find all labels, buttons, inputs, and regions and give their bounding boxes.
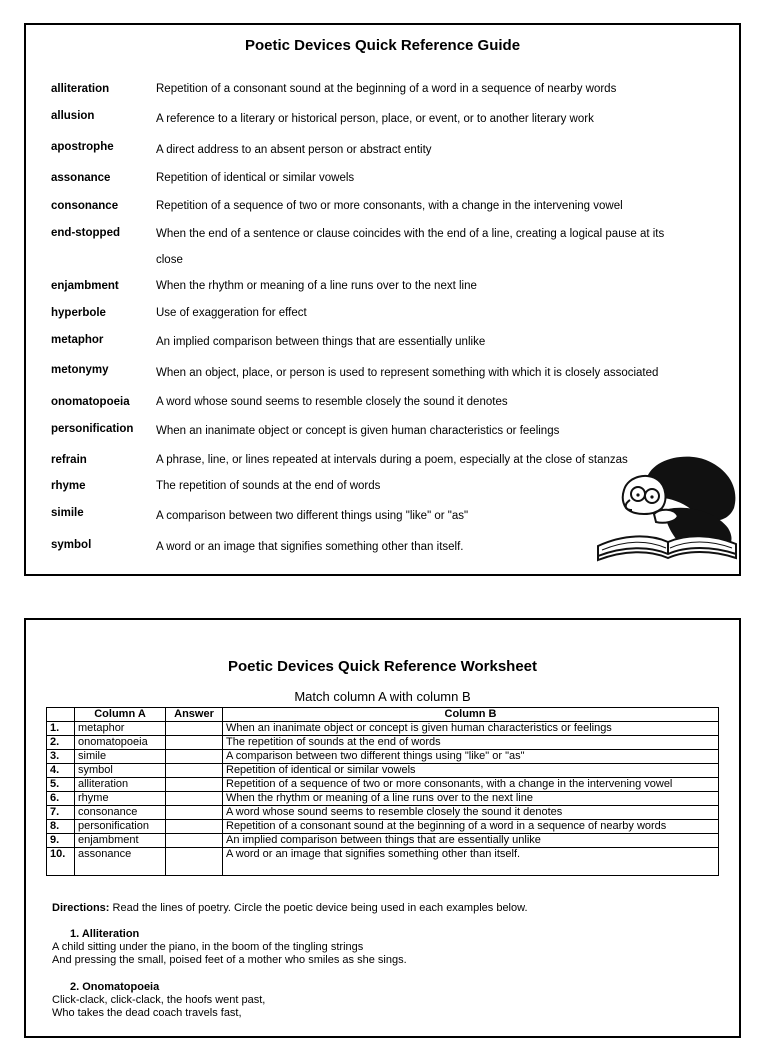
answer-cell[interactable] (166, 764, 223, 778)
term-name: alliteration (51, 83, 110, 95)
worksheet-box (24, 618, 741, 1038)
term-definition: Repetition of a consonant sound at the beginning of a word in a sequence of nearby words (156, 83, 617, 95)
answer-cell[interactable] (166, 722, 223, 736)
column-b-definition: Repetition of a sequence of two or more consonants, with a change in the intervening vowel (223, 778, 719, 792)
column-a-term: consonance (75, 806, 166, 820)
row-number: 3. (47, 750, 75, 764)
table-row (47, 750, 719, 764)
answer-cell[interactable] (166, 792, 223, 806)
term-definition: A word whose sound seems to resemble closely the sound it denotes (156, 396, 508, 408)
worksheet-title: Poetic Devices Quick Reference Worksheet (227, 658, 538, 675)
column-a-term: metaphor (75, 722, 166, 736)
table-header-num (47, 708, 75, 722)
term-name: end-stopped (51, 227, 120, 239)
poem-line: Click-clack, click-clack, the hoofs went past, (52, 994, 266, 1006)
column-a-term: symbol (75, 764, 166, 778)
column-b-definition: When the rhythm or meaning of a line runs over to the next line (223, 792, 719, 806)
table-header-answer: Answer (166, 708, 223, 722)
term-name: rhyme (51, 480, 86, 492)
column-b-definition: An implied comparison between things that are essentially unlike (223, 834, 719, 848)
row-number: 10. (47, 848, 75, 876)
column-b-definition: Repetition of a consonant sound at the beginning of a word in a sequence of nearby words (223, 820, 719, 834)
poem-line: A child sitting under the piano, in the boom of the tingling strings (52, 941, 364, 953)
term-definition: Repetition of identical or similar vowels (156, 172, 355, 184)
term-definition: When the rhythm or meaning of a line runs over to the next line (156, 280, 477, 292)
row-number: 9. (47, 834, 75, 848)
column-b-definition: Repetition of identical or similar vowels (223, 764, 719, 778)
column-a-term: alliteration (75, 778, 166, 792)
term-definition: A reference to a literary or historical person, place, or event, or to another literary work (156, 113, 594, 125)
term-definition: An implied comparison between things that are essentially unlike (156, 336, 486, 348)
row-number: 5. (47, 778, 75, 792)
example-heading: 1. Alliteration (70, 928, 140, 940)
column-b-definition: A comparison between two different things using "like" or "as" (223, 750, 719, 764)
table-header-row (47, 708, 719, 722)
term-name: refrain (51, 454, 87, 466)
directions-label: Directions: (52, 902, 110, 914)
term-name: enjambment (51, 280, 119, 292)
term-name: assonance (51, 172, 111, 184)
term-definition: A comparison between two different things using "like" or "as" (156, 510, 469, 522)
term-name: consonance (51, 200, 119, 212)
poem-line: Who takes the dead coach travels fast, (52, 1007, 242, 1019)
term-definition: Repetition of a sequence of two or more consonants, with a change in the intervening vowel (156, 200, 623, 212)
term-definition: When the end of a sentence or clause coincides with the end of a line, creating a logical pause at its close (156, 228, 665, 266)
table-row (47, 806, 719, 820)
row-number: 4. (47, 764, 75, 778)
term-definition: When an inanimate object or concept is given human characteristics or feelings (156, 425, 560, 437)
term-name: simile (51, 507, 84, 519)
term-name: metonymy (51, 364, 109, 376)
table-row (47, 848, 719, 876)
answer-cell[interactable] (166, 820, 223, 834)
column-a-term: rhyme (75, 792, 166, 806)
table-row (47, 834, 719, 848)
directions (52, 902, 528, 914)
row-number: 2. (47, 736, 75, 750)
answer-cell[interactable] (166, 834, 223, 848)
directions-text: Read the lines of poetry. Circle the poetic device being used in each examples below. (109, 902, 528, 914)
column-b-definition: A word or an image that signifies something other than itself. (223, 848, 719, 876)
term-name: symbol (51, 539, 92, 551)
example-heading: 2. Onomatopoeia (70, 981, 160, 993)
poem-line: And pressing the small, poised feet of a mother who smiles as she sings. (52, 954, 407, 966)
answer-cell[interactable] (166, 848, 223, 876)
term-name: allusion (51, 110, 95, 122)
term-definition: Use of exaggeration for effect (156, 307, 307, 319)
table-row (47, 792, 719, 806)
answer-cell[interactable] (166, 736, 223, 750)
term-definition: A direct address to an absent person or abstract entity (156, 144, 432, 156)
table-row (47, 722, 719, 736)
column-b-definition: When an inanimate object or concept is given human characteristics or feelings (223, 722, 719, 736)
table-row (47, 778, 719, 792)
term-name: hyperbole (51, 307, 106, 319)
answer-cell[interactable] (166, 806, 223, 820)
table-row (47, 764, 719, 778)
row-number: 8. (47, 820, 75, 834)
answer-cell[interactable] (166, 750, 223, 764)
table-header-column-a: Column A (75, 708, 166, 722)
column-a-term: onomatopoeia (75, 736, 166, 750)
term-name: metaphor (51, 334, 104, 346)
table-header-column-b: Column B (223, 708, 719, 722)
answer-cell[interactable] (166, 778, 223, 792)
term-definition: A word or an image that signifies something other than itself. (156, 541, 464, 553)
row-number: 1. (47, 722, 75, 736)
reference-guide-box (24, 23, 741, 576)
term-definition: The repetition of sounds at the end of words (156, 480, 381, 492)
term-definition: When an object, place, or person is used to represent something with which it is closely associated (156, 367, 659, 379)
column-b-definition: The repetition of sounds at the end of words (223, 736, 719, 750)
table-row (47, 820, 719, 834)
column-a-term: personification (75, 820, 166, 834)
term-name: personification (51, 423, 134, 435)
column-b-definition: A word whose sound seems to resemble closely the sound it denotes (223, 806, 719, 820)
guide-title: Poetic Devices Quick Reference Guide (244, 37, 521, 54)
worksheet-subtitle: Match column A with column B (294, 689, 471, 704)
row-number: 7. (47, 806, 75, 820)
column-a-term: assonance (75, 848, 166, 876)
reading-man-clipart (594, 450, 742, 562)
term-definition: A phrase, line, or lines repeated at intervals during a poem, especially at the close of stanzas (156, 454, 628, 466)
term-name: onomatopoeia (51, 396, 130, 408)
row-number: 6. (47, 792, 75, 806)
column-a-term: simile (75, 750, 166, 764)
matching-table (46, 707, 719, 876)
term-name: apostrophe (51, 141, 114, 153)
column-a-term: enjambment (75, 834, 166, 848)
table-row (47, 736, 719, 750)
